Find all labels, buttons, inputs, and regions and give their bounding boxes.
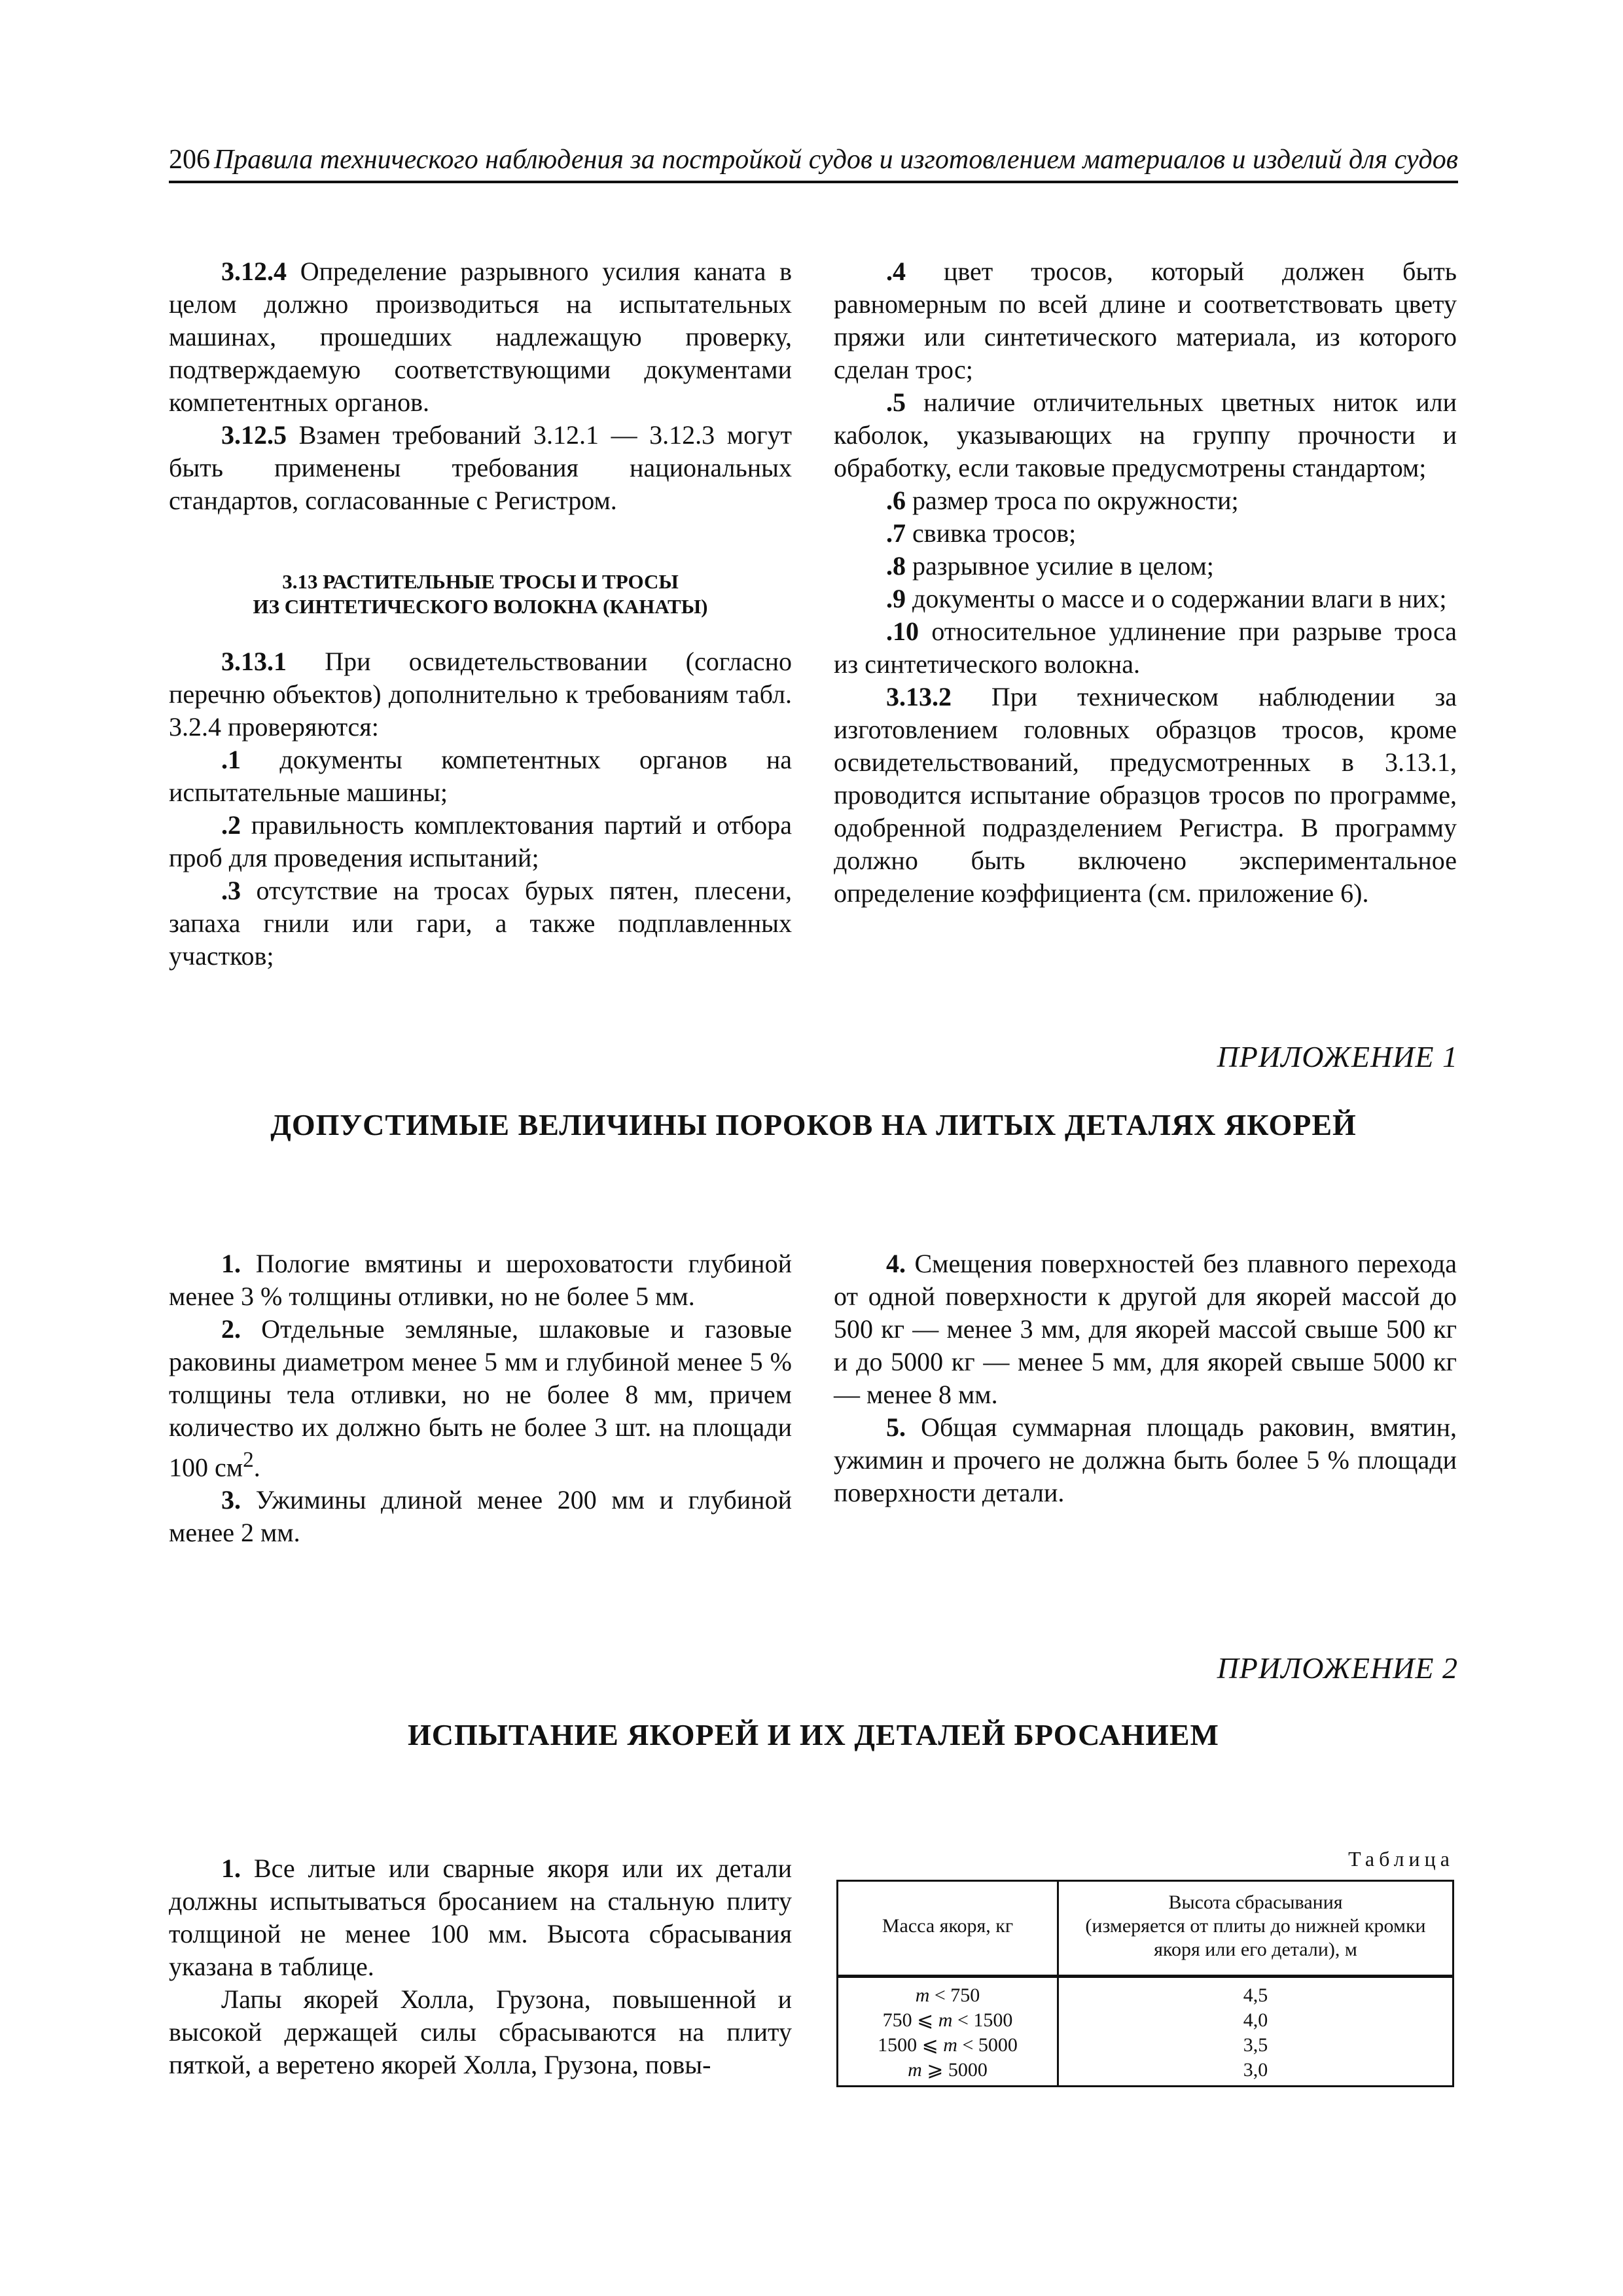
appendix-1-label: ПРИЛОЖЕНИЕ 1 [1217, 1040, 1458, 1073]
paragraph-3-13-2: 3.13.2 При техническом наблюдении за изготовлением головных образцов тросов, кроме освидетельствований, предусмотренных в 3.13.1, проводится испытание образцов тросов по программе, одобренной подразделением Регистра. В программу должно быть включено экспериментальное определение коэффициента (см. приложение 6). [834, 682, 1457, 908]
list-item: .6 размер троса по окружности; [886, 486, 1239, 515]
table-cell: 3,5 [1243, 2034, 1268, 2056]
list-item: .8 разрывное усилие в целом; [886, 551, 1214, 581]
paragraph-3-13-1: 3.13.1 При освидетельствовании (согласно перечню объектов) дополнительно к требованиям табл. 3.2.4 проверяются: [169, 647, 792, 742]
paragraph-3-12-4: 3.12.4 Определение разрывного усилия каната в целом должно производиться на испытательных машинах, прошедших надлежащую проверку, подтверждаемую соответствующими документами компетентных органов. [169, 257, 792, 417]
appendix-2-label: ПРИЛОЖЕНИЕ 2 [1217, 1651, 1458, 1685]
appendix-1-right-column [834, 1247, 1457, 1509]
list-item: .2 правильность комплектования партий и отбора проб для проведения испытаний; [169, 810, 792, 872]
list-item: .4 цвет тросов, который должен быть равномерным по всей длине и соответствовать цвету пряжи или синтетического материала, из которого сделан трос; [834, 257, 1457, 384]
table-cell: 4,5 [1243, 1984, 1268, 2006]
list-item: 3. Ужимины длиной менее 200 мм и глубиной менее 2 мм. [169, 1485, 792, 1548]
table-mass-cells [838, 1977, 1058, 2087]
paragraph-3-12-5: 3.12.5 Взамен требований 3.12.1 — 3.12.3 могут быть применены требования национальных стандартов, согласованные с Регистром. [169, 420, 792, 515]
table-cell: m < 750 [915, 1984, 980, 2006]
paragraph-appendix-2-2: Лапы якорей Холла, Грузона, повышенной и высокой держащей силы сбрасываются на плиту пяткой, а веретено якорей Холла, Грузона, повы- [169, 1984, 792, 2079]
left-column-upper [169, 255, 792, 973]
list-item: .3 отсутствие на тросах бурых пятен, плесени, запаха гнили или гари, а также подплавленных участков; [169, 876, 792, 971]
table-cell: 1500 ⩽ m < 5000 [878, 2034, 1018, 2056]
table-body-row [838, 1977, 1454, 2087]
appendix-2-left-column [169, 1852, 792, 2081]
table-cell: 4,0 [1243, 2009, 1268, 2031]
right-column-upper [834, 255, 1457, 910]
running-title: Правила технического наблюдения за постройкой судов и изготовлением материалов и изделий для судов [213, 145, 1458, 175]
table-cell: m ⩾ 5000 [908, 2059, 988, 2081]
list-item: .1 документы компетентных органов на испытательные машины; [169, 745, 792, 807]
list-item: .10 относительное удлинение при разрыве троса из синтетического волокна. [834, 617, 1457, 679]
appendix-2-title: ИСПЫТАНИЕ ЯКОРЕЙ И ИХ ДЕТАЛЕЙ БРОСАНИЕМ [408, 1718, 1219, 1751]
page-header [169, 143, 1458, 183]
list-item: 5. Общая суммарная площадь раковин, вмятин, ужимин и прочего не должна быть более 5 % площади поверхности детали. [834, 1412, 1457, 1507]
appendix-1-left-column [169, 1247, 792, 1549]
list-item: 2. Отдельные земляные, шлаковые и газовые раковины диаметром менее 5 мм и глубиной менее 5 % толщины тела отливки, но не более 8 мм, причем количество их должно быть не более 3 шт. на площади 100 $см^2$. [169, 1314, 792, 1482]
list-item: .7 свивка тросов; [886, 518, 1077, 548]
list-item: 1. Пологие вмятины и шероховатости глубиной менее 3 % толщины отливки, но не более 5 мм. [169, 1249, 792, 1311]
page-number: 206 [169, 145, 210, 175]
table-header-row [838, 1881, 1454, 1977]
table-height-cells [1058, 1977, 1454, 2087]
paragraph-appendix-2-1: 1. Все литые или сварные якоря или их детали должны испытываться бросанием на стальную плиту толщиной не менее 100 мм. Высота сбрасывания указана в таблице. [169, 1854, 792, 1981]
list-item: .5 наличие отличительных цветных ниток или каболок, указывающих на группу прочности и обработку, если таковые предусмотрены стандартом; [834, 387, 1457, 482]
drop-height-table [836, 1880, 1454, 2087]
table-cell: 3,0 [1243, 2059, 1268, 2081]
section-3-13-heading: 3.13 РАСТИТЕЛЬНЫЕ ТРОСЫ И ТРОСЫ ИЗ СИНТЕТИЧЕСКОГО ВОЛОКНА (КАНАТЫ) [253, 570, 708, 618]
table-header-mass: Масса якоря, кг [838, 1881, 1058, 1977]
table-caption: Таблица [1348, 1847, 1454, 1871]
table-cell: 750 ⩽ m < 1500 [882, 2009, 1013, 2031]
list-item: .9 документы о массе и о содержании влаги в них; [886, 584, 1447, 613]
list-item: 4. Смещения поверхностей без плавного перехода от одной поверхности к другой для якорей массой до 500 кг — менее 3 мм, для якорей массой свыше 500 кг и до 5000 кг — менее 5 мм, для якорей свыше 5000 кг — менее 8 мм. [834, 1249, 1457, 1409]
table-header-height: Высота сбрасывания (измеряется от плиты до нижней кромки якоря или его детали), м [1058, 1881, 1454, 1977]
appendix-1-title: ДОПУСТИМЫЕ ВЕЛИЧИНЫ ПОРОКОВ НА ЛИТЫХ ДЕТАЛЯХ ЯКОРЕЙ [270, 1108, 1357, 1141]
